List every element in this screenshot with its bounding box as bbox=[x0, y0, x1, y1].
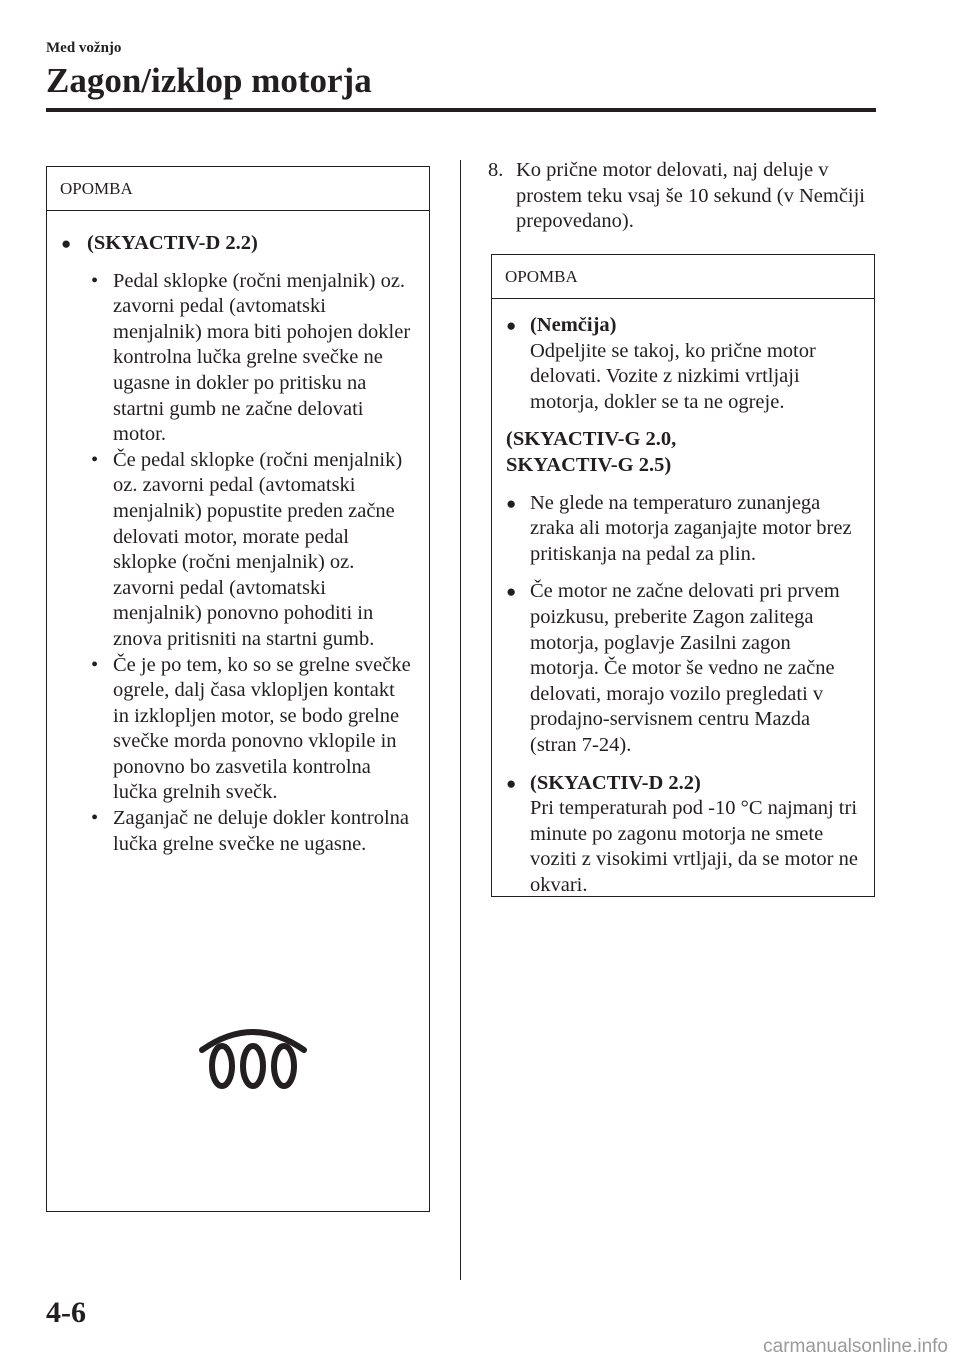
page-title: Zagon/izklop motorja bbox=[46, 61, 372, 100]
diesel-text: Pri temperaturah pod -10 °C najmanj tri minute po zagonu motorja ne smete voziti z visokimi vrtljaji, da se motor ne okvari. bbox=[530, 797, 858, 896]
bullet-marker: ● bbox=[506, 582, 517, 602]
note-body bbox=[47, 211, 429, 857]
page-number: 4-6 bbox=[46, 1296, 86, 1329]
bullet-germany bbox=[506, 313, 860, 415]
column-divider bbox=[460, 160, 461, 1280]
list-item-text: Pedal sklopke (ročni menjalnik) oz. zavorni pedal (avtomatski menjalnik) mora biti pohojen dokler kontrolna lučka grelne svečke ne ugasne in dokler po pritisku na startni gumb ne začne delovati motor. bbox=[113, 269, 411, 446]
list-item-text: Če je po tem, ko so se grelne svečke ogrele, dalj časa vklopljen kontakt in izklopljen motor, se bodo grelne svečke morda ponovno vklopile in ponovno bo zasvetila kontrolna lučka grelnih svečk. bbox=[113, 653, 411, 804]
bullet-marker: ● bbox=[506, 773, 517, 793]
bullet-gasoline-1 bbox=[506, 491, 860, 568]
note-label: OPOMBA bbox=[47, 167, 429, 211]
germany-text: Odpeljite se takoj, ko prične motor delovati. Vozite z nizkimi vrtljaji motorja, dokler se ta ne ogreje. bbox=[530, 339, 816, 413]
step-8 bbox=[488, 158, 878, 235]
bullet-marker: ● bbox=[61, 234, 72, 253]
diesel-sub-list bbox=[61, 269, 415, 858]
list-item bbox=[61, 448, 415, 653]
title-rule bbox=[46, 108, 876, 112]
bullet-marker: ● bbox=[506, 493, 517, 513]
sub-bullet-marker: • bbox=[91, 807, 99, 830]
gasoline-item-text: Če motor ne začne delovati pri prvem poizkusu, preberite Zagon zalitega motorja, poglavje Zasilni zagon motorja. Če motor še vedno ne začne delovati, morajo vozilo pregledati v prodajno-servisnem centru Mazda (stran 7-24). bbox=[530, 580, 840, 756]
germany-heading: (Nemčija) bbox=[530, 314, 617, 336]
bullet-marker: ● bbox=[506, 316, 517, 335]
list-item-text: Zaganjač ne deluje dokler kontrolna lučka grelne svečke ne ugasne. bbox=[113, 807, 409, 855]
sub-bullet-marker: • bbox=[91, 653, 99, 676]
sub-bullet-marker: • bbox=[91, 269, 99, 292]
sub-bullet-marker: • bbox=[91, 448, 99, 471]
right-note-box bbox=[491, 254, 875, 897]
diesel-heading: (SKYACTIV-D 2.2) bbox=[530, 771, 701, 794]
diesel-heading: (SKYACTIV-D 2.2) bbox=[87, 232, 258, 254]
bullet-diesel bbox=[61, 231, 415, 257]
gasoline-heading bbox=[506, 427, 860, 478]
glow-plug-indicator-icon bbox=[198, 1022, 308, 1092]
step-text: Ko prične motor delovati, naj deluje v prostem teku vsaj še 10 sekund (v Nemčiji prepovedano). bbox=[516, 159, 866, 233]
list-item bbox=[61, 269, 415, 448]
bullet-diesel bbox=[506, 771, 860, 899]
gasoline-heading-line: (SKYACTIV-G 2.0, bbox=[506, 428, 677, 451]
watermark: carmanualsonline.info bbox=[763, 1336, 948, 1357]
note-body bbox=[492, 299, 874, 898]
gasoline-heading-line: SKYACTIV-G 2.5) bbox=[506, 453, 672, 476]
list-item bbox=[61, 653, 415, 807]
note-label: OPOMBA bbox=[492, 255, 874, 299]
list-item bbox=[61, 806, 415, 857]
bullet-gasoline-2 bbox=[506, 579, 860, 758]
step-number: 8. bbox=[488, 159, 504, 181]
gasoline-item-text: Ne glede na temperaturo zunanjega zraka ali motorja zaganjajte motor brez pritiskanja na pedal za plin. bbox=[530, 491, 852, 565]
section-label: Med vožnjo bbox=[46, 40, 122, 56]
list-item-text: Če pedal sklopke (ročni menjalnik) oz. zavorni pedal (avtomatski menjalnik) popustite preden začne delovati motor, morate pedal sklopke (ročni menjalnik) oz. zavorni pedal (avtomatski menjalnik) ponovno pohoditi in znova pritisniti na startni gumb. bbox=[113, 448, 403, 650]
